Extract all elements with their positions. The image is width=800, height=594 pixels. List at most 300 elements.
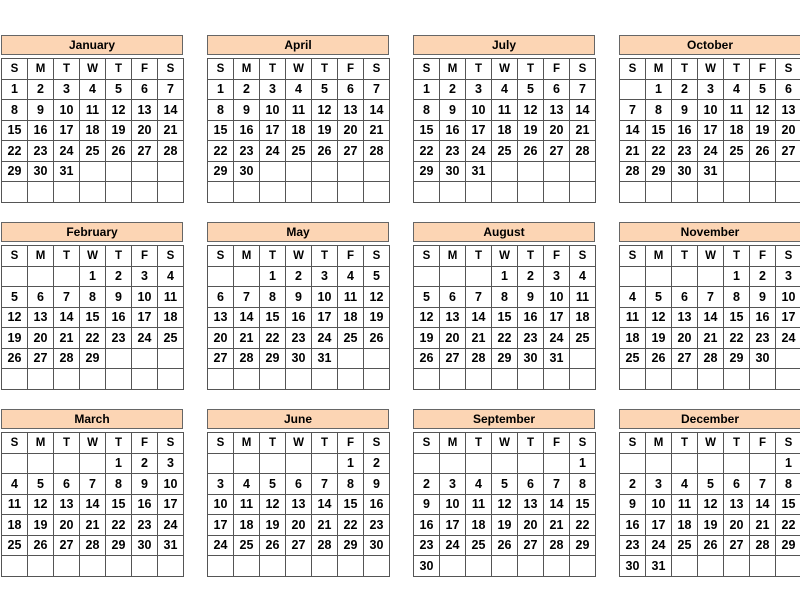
day-cell: 21 bbox=[158, 120, 184, 141]
day-cell: 17 bbox=[312, 307, 338, 328]
day-cell: 22 bbox=[80, 328, 106, 349]
day-cell: 6 bbox=[286, 474, 312, 495]
day-cell: 11 bbox=[620, 307, 646, 328]
day-cell: 12 bbox=[414, 307, 440, 328]
empty-day-cell bbox=[518, 369, 544, 390]
weekday-label: M bbox=[28, 246, 54, 267]
day-cell: 12 bbox=[260, 494, 286, 515]
empty-day-cell bbox=[724, 369, 750, 390]
day-cell: 28 bbox=[570, 141, 596, 162]
weekday-label: T bbox=[312, 433, 338, 454]
day-cell: 5 bbox=[2, 287, 28, 308]
day-cell: 18 bbox=[286, 120, 312, 141]
day-cell: 25 bbox=[286, 141, 312, 162]
day-cell: 20 bbox=[132, 120, 158, 141]
day-cell: 28 bbox=[466, 348, 492, 369]
day-cell: 11 bbox=[286, 100, 312, 121]
weekday-header-row bbox=[208, 59, 390, 80]
weekday-label: S bbox=[2, 433, 28, 454]
day-cell: 29 bbox=[646, 161, 672, 182]
week-row bbox=[414, 556, 596, 577]
month-header: March bbox=[1, 409, 183, 429]
day-cell: 2 bbox=[286, 266, 312, 287]
day-cell: 13 bbox=[338, 100, 364, 121]
day-cell: 12 bbox=[106, 100, 132, 121]
day-cell: 19 bbox=[414, 328, 440, 349]
empty-day-cell bbox=[364, 369, 390, 390]
day-cell: 9 bbox=[286, 287, 312, 308]
day-cell: 14 bbox=[364, 100, 390, 121]
day-cell: 12 bbox=[518, 100, 544, 121]
empty-day-cell bbox=[132, 348, 158, 369]
empty-day-cell bbox=[234, 556, 260, 577]
day-cell: 10 bbox=[544, 287, 570, 308]
weekday-header-row bbox=[2, 59, 184, 80]
day-cell: 28 bbox=[364, 141, 390, 162]
empty-day-cell bbox=[570, 348, 596, 369]
day-cell: 16 bbox=[234, 120, 260, 141]
day-cell: 3 bbox=[776, 266, 800, 287]
week-row bbox=[620, 494, 800, 515]
weekday-label: F bbox=[132, 246, 158, 267]
day-cell: 25 bbox=[466, 535, 492, 556]
month-april bbox=[207, 35, 389, 203]
empty-day-cell bbox=[724, 161, 750, 182]
day-cell: 13 bbox=[132, 100, 158, 121]
weekday-header-row bbox=[620, 433, 800, 454]
week-row bbox=[208, 556, 390, 577]
weekday-label: T bbox=[518, 433, 544, 454]
day-cell: 5 bbox=[646, 287, 672, 308]
weekday-label: S bbox=[620, 433, 646, 454]
day-cell: 17 bbox=[466, 120, 492, 141]
month-header: September bbox=[413, 409, 595, 429]
weekday-label: F bbox=[750, 433, 776, 454]
day-cell: 7 bbox=[364, 79, 390, 100]
day-cell: 29 bbox=[208, 161, 234, 182]
day-cell: 15 bbox=[724, 307, 750, 328]
weekday-label: T bbox=[724, 246, 750, 267]
day-cell: 24 bbox=[208, 535, 234, 556]
week-row bbox=[208, 453, 390, 474]
week-row bbox=[620, 369, 800, 390]
day-cell: 1 bbox=[492, 266, 518, 287]
day-cell: 10 bbox=[260, 100, 286, 121]
day-cell: 12 bbox=[492, 494, 518, 515]
day-cell: 13 bbox=[776, 100, 800, 121]
day-cell: 1 bbox=[646, 79, 672, 100]
empty-day-cell bbox=[260, 453, 286, 474]
week-row bbox=[208, 307, 390, 328]
month-grid bbox=[1, 245, 184, 390]
empty-day-cell bbox=[620, 79, 646, 100]
day-cell: 8 bbox=[776, 474, 800, 495]
week-row bbox=[2, 161, 184, 182]
day-cell: 14 bbox=[620, 120, 646, 141]
day-cell: 12 bbox=[364, 287, 390, 308]
day-cell: 3 bbox=[466, 79, 492, 100]
day-cell: 16 bbox=[106, 307, 132, 328]
week-row bbox=[208, 141, 390, 162]
day-cell: 14 bbox=[80, 494, 106, 515]
empty-day-cell bbox=[286, 161, 312, 182]
day-cell: 29 bbox=[106, 535, 132, 556]
weekday-label: F bbox=[544, 246, 570, 267]
empty-day-cell bbox=[518, 556, 544, 577]
day-cell: 31 bbox=[466, 161, 492, 182]
week-row bbox=[208, 515, 390, 536]
day-cell: 13 bbox=[544, 100, 570, 121]
day-cell: 9 bbox=[364, 474, 390, 495]
empty-day-cell bbox=[106, 348, 132, 369]
month-grid bbox=[207, 245, 390, 390]
empty-day-cell bbox=[724, 453, 750, 474]
day-cell: 4 bbox=[466, 474, 492, 495]
weekday-label: T bbox=[106, 246, 132, 267]
day-cell: 31 bbox=[158, 535, 184, 556]
day-cell: 25 bbox=[80, 141, 106, 162]
day-cell: 27 bbox=[672, 348, 698, 369]
day-cell: 10 bbox=[158, 474, 184, 495]
empty-day-cell bbox=[492, 453, 518, 474]
day-cell: 30 bbox=[364, 535, 390, 556]
weekday-label: F bbox=[750, 59, 776, 80]
day-cell: 10 bbox=[646, 494, 672, 515]
day-cell: 13 bbox=[28, 307, 54, 328]
week-row bbox=[620, 266, 800, 287]
day-cell: 16 bbox=[672, 120, 698, 141]
day-cell: 31 bbox=[312, 348, 338, 369]
day-cell: 6 bbox=[544, 79, 570, 100]
empty-day-cell bbox=[132, 161, 158, 182]
week-row bbox=[2, 141, 184, 162]
day-cell: 30 bbox=[620, 556, 646, 577]
day-cell: 16 bbox=[132, 494, 158, 515]
day-cell: 15 bbox=[80, 307, 106, 328]
day-cell: 13 bbox=[286, 494, 312, 515]
day-cell: 17 bbox=[132, 307, 158, 328]
weekday-label: T bbox=[466, 59, 492, 80]
week-row bbox=[208, 328, 390, 349]
week-row bbox=[208, 535, 390, 556]
day-cell: 4 bbox=[620, 287, 646, 308]
weekday-header-row bbox=[2, 433, 184, 454]
week-row bbox=[2, 307, 184, 328]
day-cell: 25 bbox=[492, 141, 518, 162]
day-cell: 30 bbox=[750, 348, 776, 369]
day-cell: 7 bbox=[570, 79, 596, 100]
day-cell: 25 bbox=[338, 328, 364, 349]
day-cell: 11 bbox=[234, 494, 260, 515]
empty-day-cell bbox=[776, 161, 800, 182]
empty-day-cell bbox=[466, 182, 492, 203]
week-row bbox=[208, 494, 390, 515]
day-cell: 29 bbox=[414, 161, 440, 182]
day-cell: 4 bbox=[492, 79, 518, 100]
weekday-label: M bbox=[646, 59, 672, 80]
weekday-label: T bbox=[518, 59, 544, 80]
empty-day-cell bbox=[466, 369, 492, 390]
week-row bbox=[208, 287, 390, 308]
day-cell: 23 bbox=[234, 141, 260, 162]
day-cell: 2 bbox=[620, 474, 646, 495]
day-cell: 18 bbox=[234, 515, 260, 536]
week-row bbox=[208, 100, 390, 121]
day-cell: 12 bbox=[28, 494, 54, 515]
day-cell: 30 bbox=[132, 535, 158, 556]
day-cell: 27 bbox=[518, 535, 544, 556]
weekday-header-row bbox=[2, 246, 184, 267]
day-cell: 14 bbox=[234, 307, 260, 328]
day-cell: 12 bbox=[698, 494, 724, 515]
day-cell: 26 bbox=[698, 535, 724, 556]
day-cell: 19 bbox=[518, 120, 544, 141]
week-row bbox=[620, 535, 800, 556]
day-cell: 18 bbox=[492, 120, 518, 141]
week-row bbox=[414, 287, 596, 308]
weekday-label: F bbox=[338, 246, 364, 267]
empty-day-cell bbox=[338, 182, 364, 203]
day-cell: 9 bbox=[620, 494, 646, 515]
weekday-label: M bbox=[234, 59, 260, 80]
day-cell: 14 bbox=[158, 100, 184, 121]
day-cell: 8 bbox=[106, 474, 132, 495]
empty-day-cell bbox=[54, 556, 80, 577]
week-row bbox=[208, 369, 390, 390]
empty-day-cell bbox=[776, 369, 800, 390]
day-cell: 17 bbox=[698, 120, 724, 141]
day-cell: 22 bbox=[724, 328, 750, 349]
day-cell: 2 bbox=[750, 266, 776, 287]
day-cell: 29 bbox=[2, 161, 28, 182]
day-cell: 20 bbox=[28, 328, 54, 349]
day-cell: 6 bbox=[338, 79, 364, 100]
weekday-label: S bbox=[364, 433, 390, 454]
day-cell: 19 bbox=[646, 328, 672, 349]
weekday-label: T bbox=[724, 433, 750, 454]
day-cell: 13 bbox=[208, 307, 234, 328]
day-cell: 4 bbox=[724, 79, 750, 100]
day-cell: 30 bbox=[286, 348, 312, 369]
weekday-label: W bbox=[698, 246, 724, 267]
month-grid bbox=[413, 432, 596, 577]
day-cell: 20 bbox=[776, 120, 800, 141]
day-cell: 27 bbox=[724, 535, 750, 556]
day-cell: 22 bbox=[570, 515, 596, 536]
empty-day-cell bbox=[518, 161, 544, 182]
week-row bbox=[620, 348, 800, 369]
empty-day-cell bbox=[28, 266, 54, 287]
day-cell: 9 bbox=[440, 100, 466, 121]
empty-day-cell bbox=[338, 161, 364, 182]
empty-day-cell bbox=[492, 369, 518, 390]
month-grid bbox=[207, 432, 390, 577]
day-cell: 1 bbox=[570, 453, 596, 474]
day-cell: 1 bbox=[106, 453, 132, 474]
day-cell: 17 bbox=[260, 120, 286, 141]
day-cell: 8 bbox=[570, 474, 596, 495]
day-cell: 18 bbox=[158, 307, 184, 328]
weekday-label: F bbox=[544, 59, 570, 80]
day-cell: 2 bbox=[28, 79, 54, 100]
day-cell: 22 bbox=[776, 515, 800, 536]
day-cell: 19 bbox=[312, 120, 338, 141]
weekday-label: T bbox=[724, 59, 750, 80]
empty-day-cell bbox=[28, 556, 54, 577]
empty-day-cell bbox=[338, 369, 364, 390]
day-cell: 24 bbox=[132, 328, 158, 349]
empty-day-cell bbox=[234, 182, 260, 203]
week-row bbox=[620, 161, 800, 182]
month-header: July bbox=[413, 35, 595, 55]
day-cell: 31 bbox=[544, 348, 570, 369]
month-grid bbox=[619, 432, 800, 577]
empty-day-cell bbox=[544, 369, 570, 390]
day-cell: 3 bbox=[312, 266, 338, 287]
weekday-label: W bbox=[80, 433, 106, 454]
weekday-label: S bbox=[776, 59, 800, 80]
empty-day-cell bbox=[646, 182, 672, 203]
weekday-label: T bbox=[260, 246, 286, 267]
empty-day-cell bbox=[2, 369, 28, 390]
day-cell: 25 bbox=[672, 535, 698, 556]
day-cell: 7 bbox=[80, 474, 106, 495]
empty-day-cell bbox=[492, 182, 518, 203]
day-cell: 14 bbox=[570, 100, 596, 121]
weekday-label: S bbox=[364, 246, 390, 267]
empty-day-cell bbox=[260, 161, 286, 182]
empty-day-cell bbox=[80, 369, 106, 390]
empty-day-cell bbox=[414, 266, 440, 287]
day-cell: 24 bbox=[698, 141, 724, 162]
week-row bbox=[2, 535, 184, 556]
day-cell: 15 bbox=[260, 307, 286, 328]
day-cell: 7 bbox=[750, 474, 776, 495]
empty-day-cell bbox=[440, 453, 466, 474]
week-row bbox=[414, 515, 596, 536]
day-cell: 26 bbox=[750, 141, 776, 162]
month-grid bbox=[619, 245, 800, 390]
day-cell: 27 bbox=[28, 348, 54, 369]
weekday-header-row bbox=[414, 246, 596, 267]
day-cell: 29 bbox=[260, 348, 286, 369]
empty-day-cell bbox=[208, 556, 234, 577]
empty-day-cell bbox=[158, 348, 184, 369]
month-grid bbox=[1, 432, 184, 577]
day-cell: 25 bbox=[2, 535, 28, 556]
month-december bbox=[619, 409, 800, 577]
empty-day-cell bbox=[286, 369, 312, 390]
day-cell: 7 bbox=[158, 79, 184, 100]
weekday-label: T bbox=[672, 59, 698, 80]
weekday-label: S bbox=[570, 59, 596, 80]
day-cell: 2 bbox=[518, 266, 544, 287]
day-cell: 3 bbox=[440, 474, 466, 495]
day-cell: 10 bbox=[132, 287, 158, 308]
empty-day-cell bbox=[208, 182, 234, 203]
day-cell: 6 bbox=[518, 474, 544, 495]
empty-day-cell bbox=[364, 348, 390, 369]
week-row bbox=[208, 266, 390, 287]
day-cell: 28 bbox=[158, 141, 184, 162]
week-row bbox=[620, 515, 800, 536]
weekday-label: S bbox=[620, 246, 646, 267]
empty-day-cell bbox=[106, 182, 132, 203]
day-cell: 3 bbox=[260, 79, 286, 100]
month-september bbox=[413, 409, 595, 577]
day-cell: 22 bbox=[106, 515, 132, 536]
empty-day-cell bbox=[2, 182, 28, 203]
day-cell: 27 bbox=[544, 141, 570, 162]
empty-day-cell bbox=[28, 182, 54, 203]
day-cell: 18 bbox=[620, 328, 646, 349]
day-cell: 21 bbox=[750, 515, 776, 536]
day-cell: 12 bbox=[646, 307, 672, 328]
week-row bbox=[414, 494, 596, 515]
day-cell: 24 bbox=[260, 141, 286, 162]
day-cell: 9 bbox=[132, 474, 158, 495]
day-cell: 23 bbox=[106, 328, 132, 349]
weekday-header-row bbox=[414, 59, 596, 80]
weekday-label: W bbox=[492, 246, 518, 267]
day-cell: 11 bbox=[80, 100, 106, 121]
day-cell: 16 bbox=[750, 307, 776, 328]
month-may bbox=[207, 222, 389, 390]
day-cell: 20 bbox=[286, 515, 312, 536]
day-cell: 26 bbox=[518, 141, 544, 162]
day-cell: 17 bbox=[158, 494, 184, 515]
day-cell: 20 bbox=[518, 515, 544, 536]
day-cell: 24 bbox=[466, 141, 492, 162]
day-cell: 2 bbox=[106, 266, 132, 287]
empty-day-cell bbox=[338, 556, 364, 577]
empty-day-cell bbox=[364, 161, 390, 182]
week-row bbox=[208, 182, 390, 203]
empty-day-cell bbox=[492, 161, 518, 182]
month-grid bbox=[619, 58, 800, 203]
weekday-label: F bbox=[338, 433, 364, 454]
empty-day-cell bbox=[208, 453, 234, 474]
day-cell: 9 bbox=[28, 100, 54, 121]
empty-day-cell bbox=[672, 266, 698, 287]
week-row bbox=[208, 348, 390, 369]
day-cell: 26 bbox=[414, 348, 440, 369]
month-august bbox=[413, 222, 595, 390]
day-cell: 18 bbox=[672, 515, 698, 536]
day-cell: 1 bbox=[208, 79, 234, 100]
day-cell: 29 bbox=[80, 348, 106, 369]
month-november bbox=[619, 222, 800, 390]
weekday-label: W bbox=[698, 433, 724, 454]
day-cell: 5 bbox=[260, 474, 286, 495]
day-cell: 24 bbox=[646, 535, 672, 556]
day-cell: 8 bbox=[724, 287, 750, 308]
day-cell: 12 bbox=[750, 100, 776, 121]
day-cell: 22 bbox=[414, 141, 440, 162]
empty-day-cell bbox=[158, 161, 184, 182]
empty-day-cell bbox=[106, 161, 132, 182]
day-cell: 3 bbox=[208, 474, 234, 495]
day-cell: 21 bbox=[364, 120, 390, 141]
weekday-label: M bbox=[28, 433, 54, 454]
day-cell: 21 bbox=[234, 328, 260, 349]
empty-day-cell bbox=[544, 556, 570, 577]
month-header: May bbox=[207, 222, 389, 242]
weekday-label: S bbox=[208, 433, 234, 454]
day-cell: 29 bbox=[338, 535, 364, 556]
day-cell: 11 bbox=[466, 494, 492, 515]
day-cell: 3 bbox=[646, 474, 672, 495]
